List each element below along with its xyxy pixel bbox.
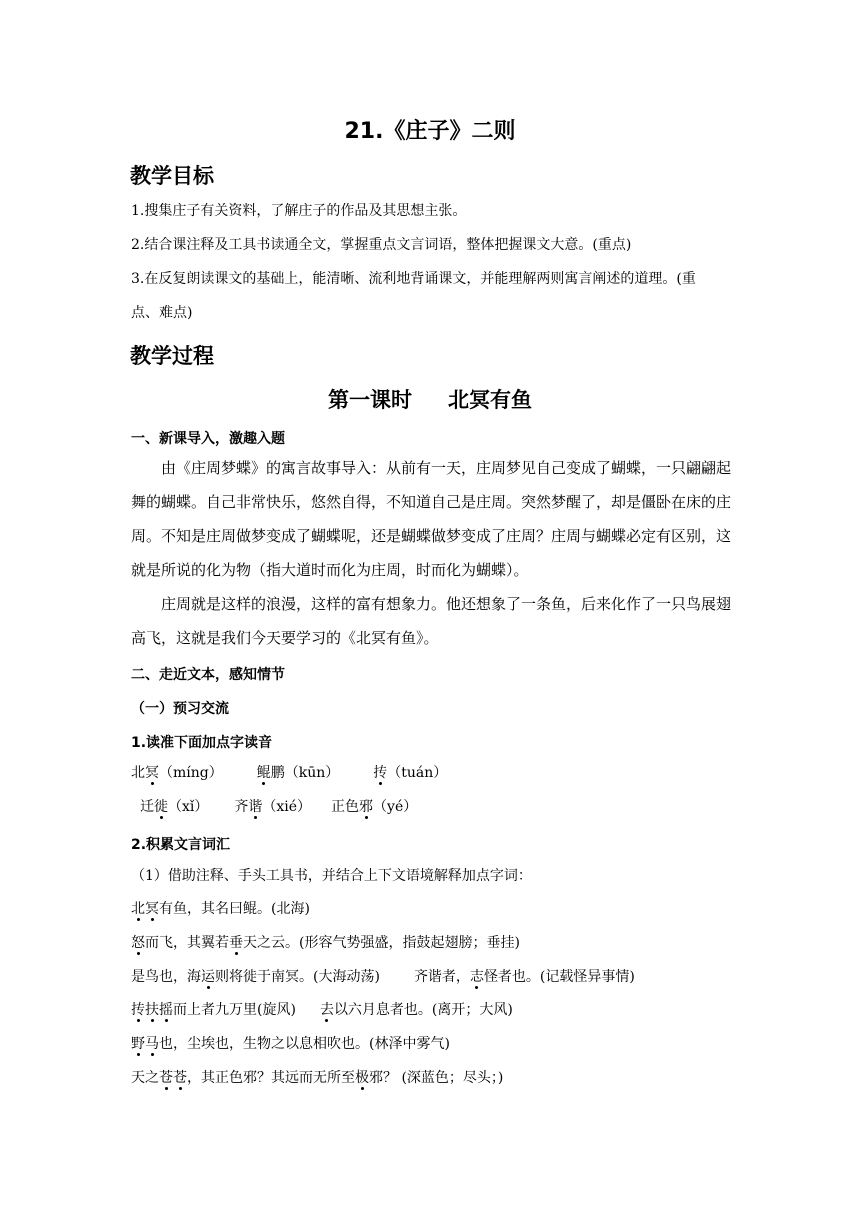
dotted-char: 冥 bbox=[145, 765, 159, 781]
question-2-intro: （1）借助注释、手头工具书，并结合上下文语境解释加点字词： bbox=[131, 868, 532, 884]
dotted-char: 马 bbox=[145, 1036, 159, 1052]
goal-item-3-cont: 点、难点) bbox=[131, 305, 193, 321]
dotted-char: 鲲 bbox=[256, 765, 271, 781]
vocab-line-2: 怒而飞，其翼若垂天之云。(形容气势强盛，指鼓起翅膀；垂挂) bbox=[131, 935, 520, 951]
dotted-char: 极 bbox=[355, 1070, 369, 1086]
vocab-line-4: 抟扶摇而上者九万里(旋风) 去以六月息者也。(离开；大风) bbox=[131, 1002, 513, 1018]
vocab-line-5: 野马也，尘埃也，生物之以息相吹也。(林泽中雾气) bbox=[131, 1036, 450, 1052]
goal-item-2: 2.结合课注释及工具书读通全文，掌握重点文言词语，整体把握课文大意。(重点) bbox=[131, 237, 632, 253]
goal-item-1: 1.搜集庄子有关资料，了解庄子的作品及其思想主张。 bbox=[131, 203, 467, 219]
subsection-heading: （一）预习交流 bbox=[131, 701, 229, 717]
lesson-title bbox=[0, 384, 860, 414]
vocab-line-3: 是鸟也，海运则将徙于南冥。(大海动荡) 齐谐者，志怪者也。(记载怪异事情) bbox=[131, 969, 635, 985]
dotted-char: 扶 bbox=[145, 1002, 159, 1018]
lesson-number: 第一课时 bbox=[328, 388, 412, 412]
question-1: 1.读准下面加点字读音 bbox=[131, 735, 273, 751]
process-heading: 教学过程 bbox=[130, 344, 214, 368]
dotted-char: 徙 bbox=[154, 799, 168, 815]
pronunciation-row-1: 北冥（míng） 鲲鹏（kūn） 抟（tuán） bbox=[131, 765, 448, 781]
goals-heading: 教学目标 bbox=[130, 164, 214, 188]
intro-paragraph-2: 庄周就是这样的浪漫，这样的富有想象力。他还想象了一条鱼，后来化作了一只鸟展翅高飞，这就是我们今天要学习的《北冥有鱼》。 bbox=[131, 595, 732, 647]
dotted-char: 抟 bbox=[131, 1002, 145, 1018]
dotted-char: 北 bbox=[131, 901, 145, 917]
dotted-char: 野 bbox=[131, 1036, 145, 1052]
dotted-char: 志 bbox=[469, 969, 484, 985]
dotted-char: 苍 bbox=[173, 1070, 187, 1086]
dotted-char: 运 bbox=[201, 969, 215, 985]
dotted-char: 邪 bbox=[359, 799, 374, 815]
document-title: 21.《庄子》二则 bbox=[344, 119, 516, 144]
question-2: 2.积累文言词汇 bbox=[131, 837, 231, 853]
pronunciation-row-2: 迁徙（xǐ） 齐谐（xié） 正色邪（yé） bbox=[140, 799, 418, 815]
section-heading-1: 一、新课导入，激趣入题 bbox=[131, 431, 285, 447]
vocab-line-1: 北冥有鱼，其名曰鲲。(北海) bbox=[131, 901, 310, 917]
dotted-char: 怒 bbox=[131, 935, 145, 951]
goal-item-3: 3.在反复朗读课文的基础上，能清晰、流利地背诵课文，并能理解两则寓言阐述的道理。(重 bbox=[131, 271, 696, 287]
dotted-char: 冥 bbox=[145, 901, 159, 917]
dotted-char: 垂 bbox=[229, 935, 243, 951]
dotted-char: 谐 bbox=[248, 799, 263, 815]
vocab-line-6: 天之苍苍，其正色邪？其远而无所至极邪？ (深蓝色；尽头；) bbox=[131, 1070, 504, 1086]
intro-paragraph-1: 由《庄周梦蝶》的寓言故事导入：从前有一天，庄周梦见自己变成了蝴蝶，一只翩翩起舞的蝴蝶。自己非常快乐，悠然自得，不知道自己是庄周。突然梦醒了，却是僵卧在床的庄周。不知是庄周做梦变成了蝴蝶呢，还是蝴蝶做梦变成了庄周？庄周与蝴蝶必定有区别，这就是所说的化为物（指大道时而化为庄周，时而化为蝴蝶）。 bbox=[131, 459, 732, 579]
dotted-char: 苍 bbox=[159, 1070, 173, 1086]
section-heading-2: 二、走近文本，感知情节 bbox=[131, 667, 285, 683]
dotted-char: 去 bbox=[319, 1002, 334, 1018]
lesson-name: 北冥有鱼 bbox=[448, 388, 532, 412]
dotted-char: 抟 bbox=[373, 765, 388, 781]
dotted-char: 摇 bbox=[159, 1002, 173, 1018]
